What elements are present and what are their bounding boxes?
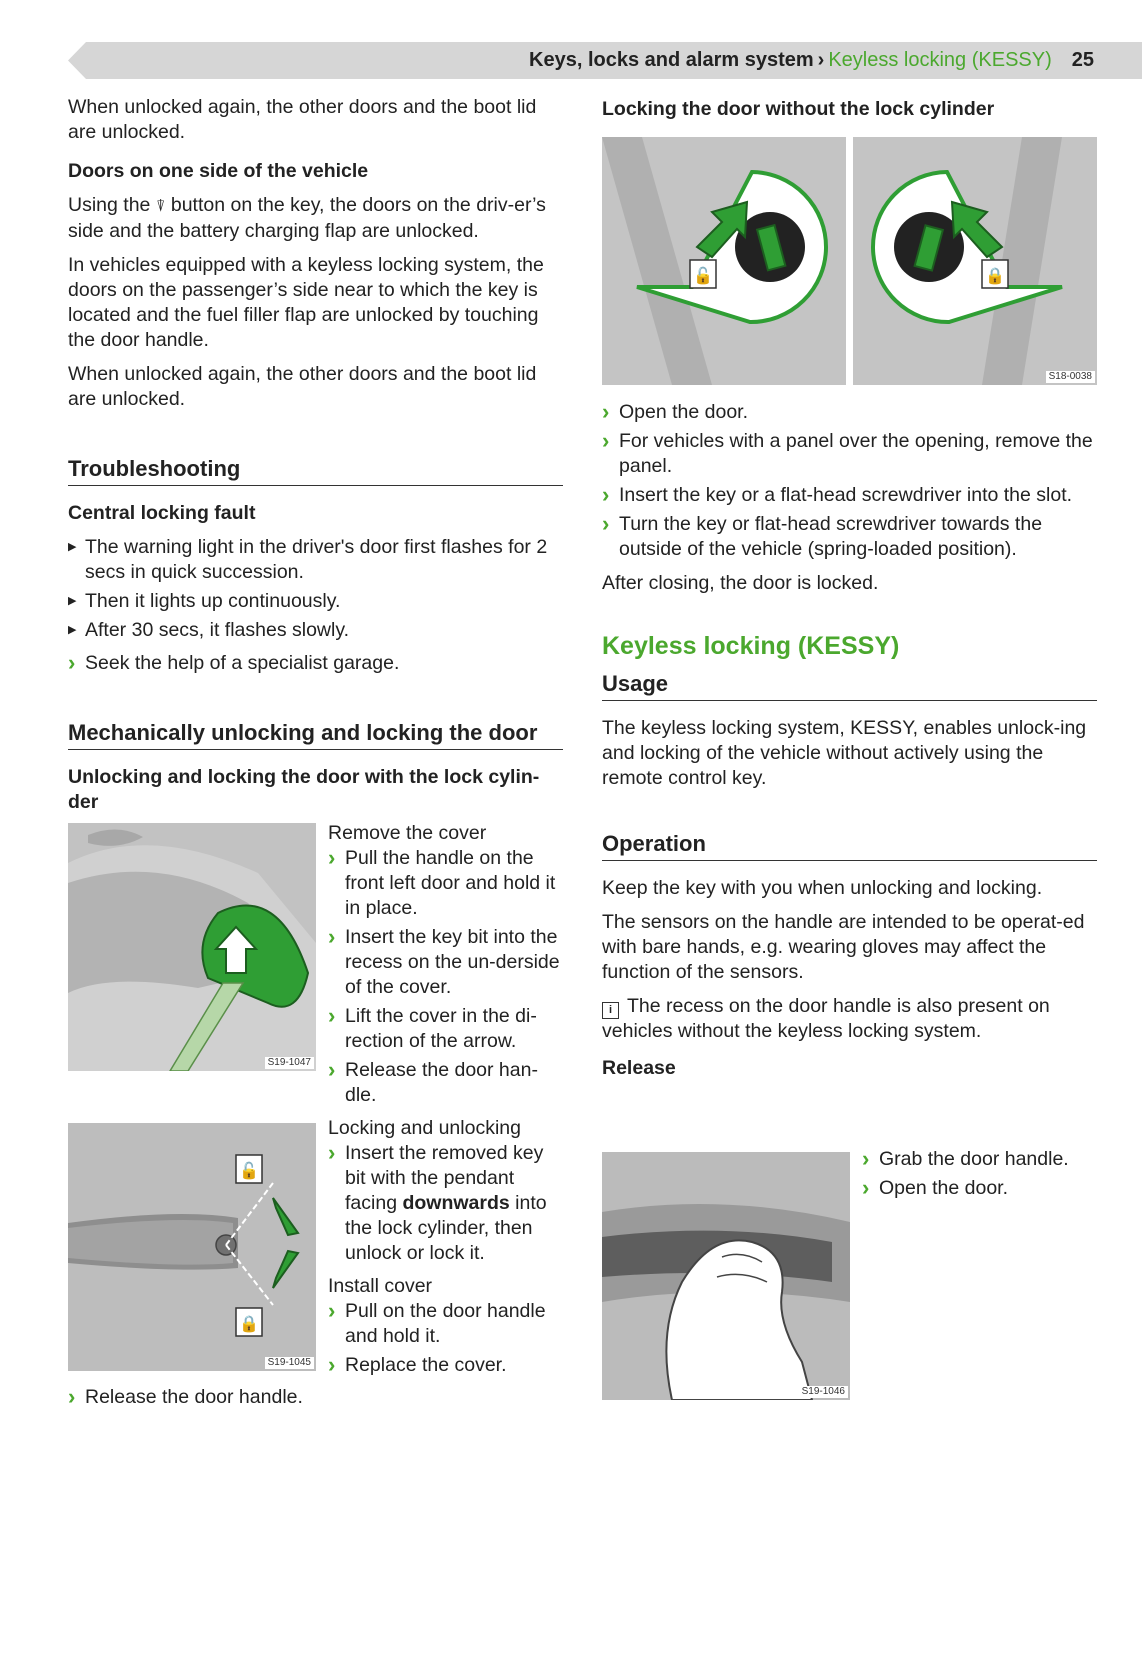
remove-cover-title: Remove the cover [328, 822, 487, 844]
release-title: Release [602, 1057, 676, 1079]
paragraph-unlocked-again-2: When unlocked again, the other doors and the boot lid are unlocked. [68, 363, 537, 410]
header-separator: › [817, 49, 825, 71]
no-cylinder-step: › For vehicles with a panel over the opening, remove the panel. [602, 429, 1097, 479]
unlock-button-icon: ⍒ [155, 198, 166, 215]
info-icon: i [602, 1002, 619, 1019]
doors-one-side-title: Doors on one side of the vehicle [68, 160, 369, 182]
no-cylinder-step: › Insert the key or a flat-head screwdriver into the slot. [602, 483, 1097, 508]
header-breadcrumb [529, 49, 1094, 72]
usage-text: The keyless locking system, KESSY, enables unlock-ing and locking of the vehicle without actively using the remote control key. [602, 717, 1087, 789]
install-cover-step: › Pull on the door handle and hold it. [328, 1299, 564, 1349]
fault-bullet: ▶ The warning light in the driver's door first flashes for 2 secs in quick succession. [68, 535, 563, 585]
figure-no-cylinder [602, 137, 1097, 385]
figure-cover-removal [68, 823, 316, 1071]
no-cylinder-illustration [602, 137, 1097, 385]
unlock-icon: 🔓 [239, 1161, 259, 1180]
install-cover-step: › Replace the cover. [328, 1353, 564, 1378]
doors-one-side-text-b: button on the key, the doors on the driv-er’s side and the battery charging flap are unlocked. [68, 194, 546, 242]
locking-step-a: Insert the removed key bit with the pendant facing [345, 1142, 544, 1214]
locking-step-b: into the lock cylinder, then unlock or lock it. [345, 1192, 547, 1264]
locking-step [328, 1141, 564, 1266]
release-steps [862, 1147, 1097, 1205]
operation-info-text: The recess on the door handle is also present on vehicles without the keyless locking system. [602, 995, 1050, 1042]
central-locking-fault-title: Central locking fault [68, 502, 256, 524]
paragraph-keyless: In vehicles equipped with a keyless locking system, the doors on the passenger’s side near to which the key is located and the fuel filler flap are unlocked by touching the door handle. [68, 254, 544, 351]
mechanical-subtitle: Unlocking and locking the door with the lock cylin-der [68, 766, 540, 813]
header-chapter: Keys, locks and alarm system [529, 49, 814, 71]
mechanical-heading: Mechanically unlocking and locking the door [68, 720, 563, 750]
doors-one-side-text [68, 193, 563, 244]
right-column-middle [602, 400, 1097, 1090]
no-cylinder-step: › Turn the key or flat-head screwdriver towards the outside of the vehicle (spring-loaded position). [602, 512, 1097, 562]
lock-icon: 🔒 [239, 1314, 259, 1333]
left-column-top [68, 95, 563, 824]
locking-unlocking-title: Locking and unlocking [328, 1117, 521, 1139]
install-cover-title: Install cover [328, 1275, 433, 1297]
remove-cover-step: › Insert the key bit into the recess on the un-derside of the cover. [328, 925, 564, 1000]
release-step: › Open the door. [862, 1176, 1097, 1201]
release-illustration [602, 1152, 850, 1400]
kessy-heading: Keyless locking (KESSY) [602, 632, 900, 660]
operation-paragraph-2: The sensors on the handle are intended to be operat-ed with bare hands, e.g. wearing gloves may affect the function of the sensors. [602, 911, 1085, 983]
fault-step: › Seek the help of a specialist garage. [68, 651, 563, 676]
unlock-icon: 🔓 [693, 266, 713, 285]
after-closing-text: After closing, the door is locked. [602, 572, 879, 594]
operation-heading: Operation [602, 831, 1097, 861]
lock-cylinder-illustration [68, 1123, 316, 1371]
figure-lock-cylinder [68, 1123, 316, 1371]
remove-cover-step: › Release the door han-dle. [328, 1058, 564, 1108]
fault-bullet: ▶ After 30 secs, it flashes slowly. [68, 618, 563, 643]
figure-release [602, 1152, 850, 1400]
left-column-bottom [68, 1385, 563, 1414]
usage-heading: Usage [602, 671, 1097, 701]
release-handle-step: › Release the door handle. [68, 1385, 563, 1410]
troubleshooting-heading: Troubleshooting [68, 456, 563, 486]
release-step: › Grab the door handle. [862, 1147, 1097, 1172]
header-section: Keyless locking (KESSY) [828, 49, 1052, 71]
figure-code: S19-1045 [265, 1357, 314, 1369]
paragraph-unlocked-again: When unlocked again, the other doors and the boot lid are unlocked. [68, 96, 537, 143]
figure-code: S18-0038 [1046, 371, 1095, 383]
lock-icon: 🔒 [985, 266, 1005, 285]
figure-code: S19-1046 [799, 1386, 848, 1398]
right-column-top [602, 97, 1097, 131]
operation-paragraph-1: Keep the key with you when unlocking and locking. [602, 877, 1043, 899]
locking-step-bold: downwards [402, 1192, 510, 1214]
remove-cover-step: › Lift the cover in the di-rection of the arrow. [328, 1004, 564, 1054]
page-number: 25 [1071, 49, 1094, 71]
page-header [68, 42, 1142, 79]
operation-info [602, 994, 1097, 1044]
fault-bullet: ▶ Then it lights up continuously. [68, 589, 563, 614]
cover-instructions [328, 821, 564, 1382]
cover-removal-illustration [68, 823, 316, 1071]
no-cylinder-title: Locking the door without the lock cylinder [602, 98, 995, 120]
remove-cover-step: › Pull the handle on the front left door and hold it in place. [328, 846, 564, 921]
figure-code: S19-1047 [265, 1057, 314, 1069]
doors-one-side-text-a: Using the [68, 194, 151, 216]
no-cylinder-step: › Open the door. [602, 400, 1097, 425]
